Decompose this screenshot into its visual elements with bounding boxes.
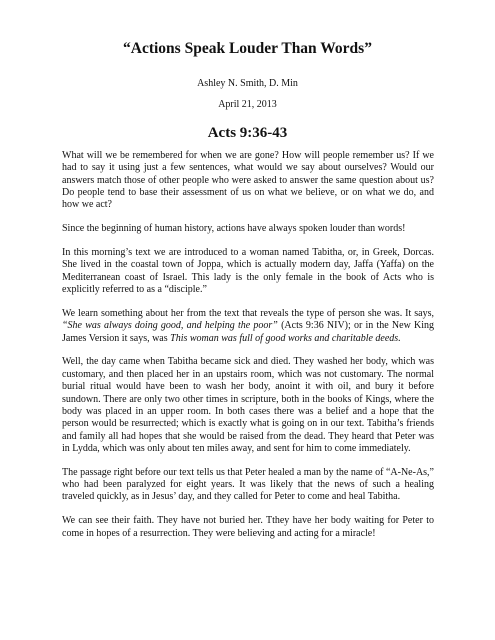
- paragraph-4-quote-niv: “She was always doing good, and helping the poor”: [62, 320, 278, 332]
- date-line: April 21, 2013: [218, 99, 277, 110]
- sermon-title: “Actions Speak Louder Than Words”: [123, 40, 372, 57]
- paragraph-2: Since the beginning of human history, actions have always spoken louder than words!: [62, 223, 406, 235]
- paragraph-7: We can see their faith. They have not buried her. Tthey have her body waiting for Peter to come in hopes of a resurrection. They were believing and acting for a miracle!: [62, 515, 434, 539]
- paragraph-1: What will we be remembered for when we are gone? How will people remember us? If we had to say it using just a few sentences, what would we say about ourselves? Would our answers match those of other people who were asked to answer the same question about us? Do people tend to base their assessment of us on what we believe, or on what we do, and how we act?: [62, 150, 434, 211]
- paragraph-3: In this morning’s text we are introduced to a woman named Tabitha, or, in Greek, Dorcas. She lived in the coastal town of Joppa, which is actually modern day, Jaffa (Yaffa) on the Mediterranean coast of Israel. This lady is the only female in the book of Acts who is explicitly referred to as a “disciple.”: [62, 247, 434, 296]
- paragraph-4-text-b: (Acts 9:36 NIV); or in the New King James Version it says, was: [62, 320, 434, 344]
- sermon-body: [62, 150, 434, 551]
- paragraph-5: Well, the day came when Tabitha became sick and died. They washed her body, which was customary, and then placed her in an upstairs room, which was not customary. The normal burial ritual would have been to wash her body, anoint it with oil, and bury it before sundown. There are only two other times in scripture, both in the books of Kings, where the body was placed in an upper room. In both cases there was a belief and a hope that the person would be resurrected; which is exactly what is going on in our text. Tabitha’s friends and family all had hopes that she would be raised from the dead. They heard that Peter was in Lydda, which was only about ten miles away, and sent for him to come immediately.: [62, 356, 434, 454]
- paragraph-4-quote-nkjv: This woman was full of good works and charitable deeds.: [170, 332, 401, 344]
- paragraph-6: The passage right before our text tells us that Peter healed a man by the name of “A-Ne-As,” who had been paralyzed for eight years. It was likely that the news of such a healing traveled quickly, as in Jesus’ day, and they called for Peter to come and heal Tabitha.: [62, 466, 434, 503]
- paragraph-4-text-a: We learn something about her from the text that reveals the type of person she was. It says,: [62, 307, 434, 319]
- scripture-reference: Acts 9:36-43: [207, 125, 288, 141]
- paragraph-4: [62, 308, 434, 345]
- author-line: Ashley N. Smith, D. Min: [197, 78, 298, 89]
